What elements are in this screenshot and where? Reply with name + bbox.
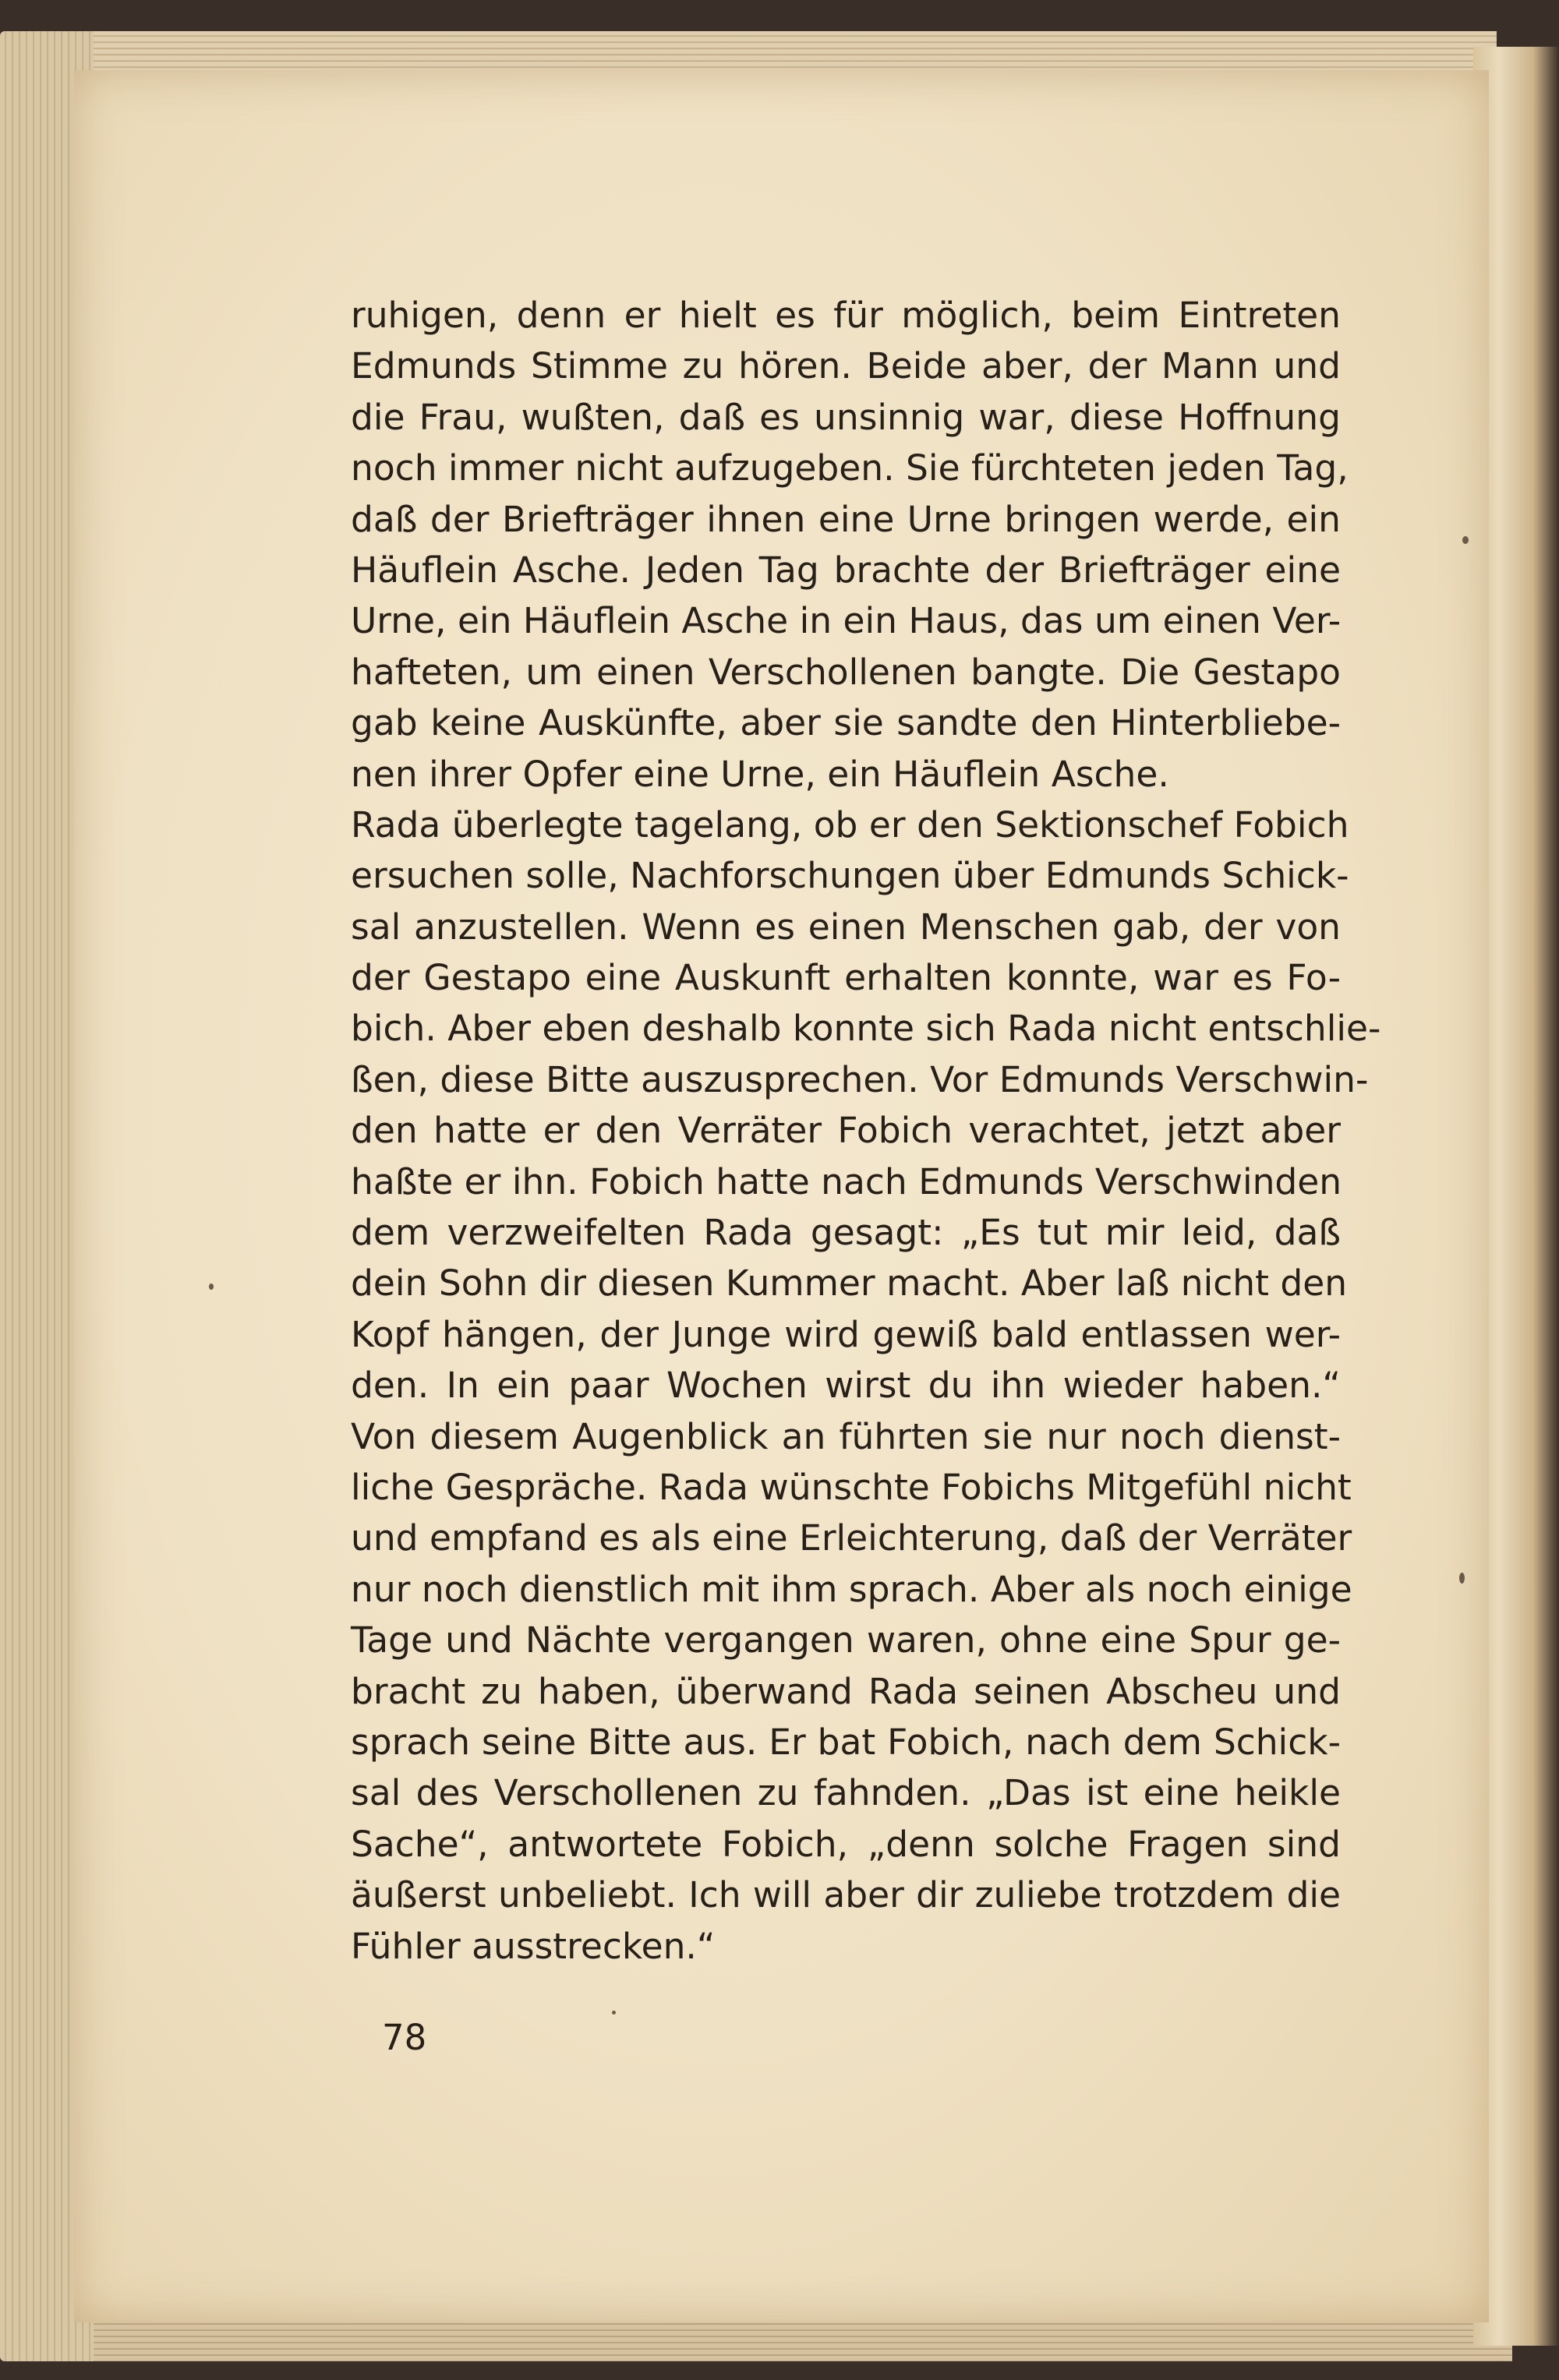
paper-speck bbox=[209, 1284, 214, 1290]
text-line: sal des Verschollenen zu fahnden. „Das ist eine heikle bbox=[351, 1772, 1341, 1814]
text-line: liche Gespräche. Rada wünschte Fobichs Mitgefühl nicht bbox=[351, 1466, 1352, 1508]
paper-speck bbox=[1462, 536, 1469, 544]
text-line: Fühler ausstrecken.“ bbox=[351, 1925, 716, 1967]
text-line: ßen, diese Bitte auszusprechen. Vor Edmunds Verschwin- bbox=[351, 1058, 1369, 1100]
text-line: sal anzustellen. Wenn es einen Menschen gab, der von bbox=[351, 906, 1341, 948]
body-text bbox=[351, 290, 1381, 1972]
text-line: Tage und Nächte vergangen waren, ohne eine Spur ge- bbox=[351, 1619, 1341, 1661]
text-line: Sache“, antwortete Fobich, „denn solche Fragen sind bbox=[351, 1823, 1341, 1865]
page-number: 78 bbox=[382, 2017, 427, 2058]
text-line: und empfand es als eine Erleichterung, daß der Verräter bbox=[351, 1517, 1352, 1559]
text-line: die Frau, wußten, daß es unsinnig war, diese Hoffnung bbox=[351, 396, 1341, 438]
text-line: ruhigen, denn er hielt es für möglich, beim Eintreten bbox=[351, 295, 1341, 336]
text-line: der Gestapo eine Auskunft erhalten konnte, war es Fo- bbox=[351, 957, 1341, 999]
text-line: Häuflein Asche. Jeden Tag brachte der Briefträger eine bbox=[351, 549, 1341, 591]
text-line: hafteten, um einen Verschollenen bangte. Die Gestapo bbox=[351, 651, 1341, 693]
text-line: äußerst unbeliebt. Ich will aber dir zuliebe trotzdem die bbox=[351, 1874, 1341, 1916]
text-line: bracht zu haben, überwand Rada seinen Abscheu und bbox=[351, 1670, 1341, 1712]
text-line: nen ihrer Opfer eine Urne, ein Häuflein Asche. bbox=[351, 753, 1169, 795]
text-line: den. In ein paar Wochen wirst du ihn wieder haben.“ bbox=[351, 1365, 1341, 1407]
text-line: Von diesem Augenblick an führten sie nur noch dienst- bbox=[351, 1415, 1341, 1457]
text-line: daß der Briefträger ihnen eine Urne bringen werde, ein bbox=[351, 498, 1341, 540]
text-line: dein Sohn dir diesen Kummer macht. Aber laß nicht den bbox=[351, 1262, 1348, 1305]
text-line: den hatte er den Verräter Fobich verachtet, jetzt aber bbox=[351, 1110, 1341, 1152]
text-line: bich. Aber eben deshalb konnte sich Rada nicht entschlie- bbox=[351, 1008, 1381, 1050]
text-line: ersuchen solle, Nachforschungen über Edmunds Schick- bbox=[351, 855, 1349, 897]
text-line: Rada überlegte tagelang, ob er den Sektionschef Fobich bbox=[351, 803, 1349, 846]
text-line: Kopf hängen, der Junge wird gewiß bald entlassen wer- bbox=[351, 1313, 1341, 1355]
text-line: dem verzweifelten Rada gesagt: „Es tut mir leid, daß bbox=[351, 1212, 1341, 1254]
text-line: Urne, ein Häuflein Asche in ein Haus, das um einen Ver- bbox=[351, 600, 1342, 642]
text-line: noch immer nicht aufzugeben. Sie fürchteten jeden Tag, bbox=[351, 447, 1349, 489]
paper-speck bbox=[1459, 1573, 1465, 1584]
text-line: sprach seine Bitte aus. Er bat Fobich, nach dem Schick- bbox=[351, 1721, 1341, 1763]
paper-speck bbox=[612, 2011, 616, 2015]
text-line: Edmunds Stimme zu hören. Beide aber, der Mann und bbox=[351, 345, 1341, 387]
text-line: gab keine Auskünfte, aber sie sandte den Hinterbliebe- bbox=[351, 702, 1341, 744]
text-line: nur noch dienstlich mit ihm sprach. Aber als noch einige bbox=[351, 1568, 1352, 1610]
text-line: haßte er ihn. Fobich hatte nach Edmunds Verschwinden bbox=[351, 1160, 1342, 1202]
